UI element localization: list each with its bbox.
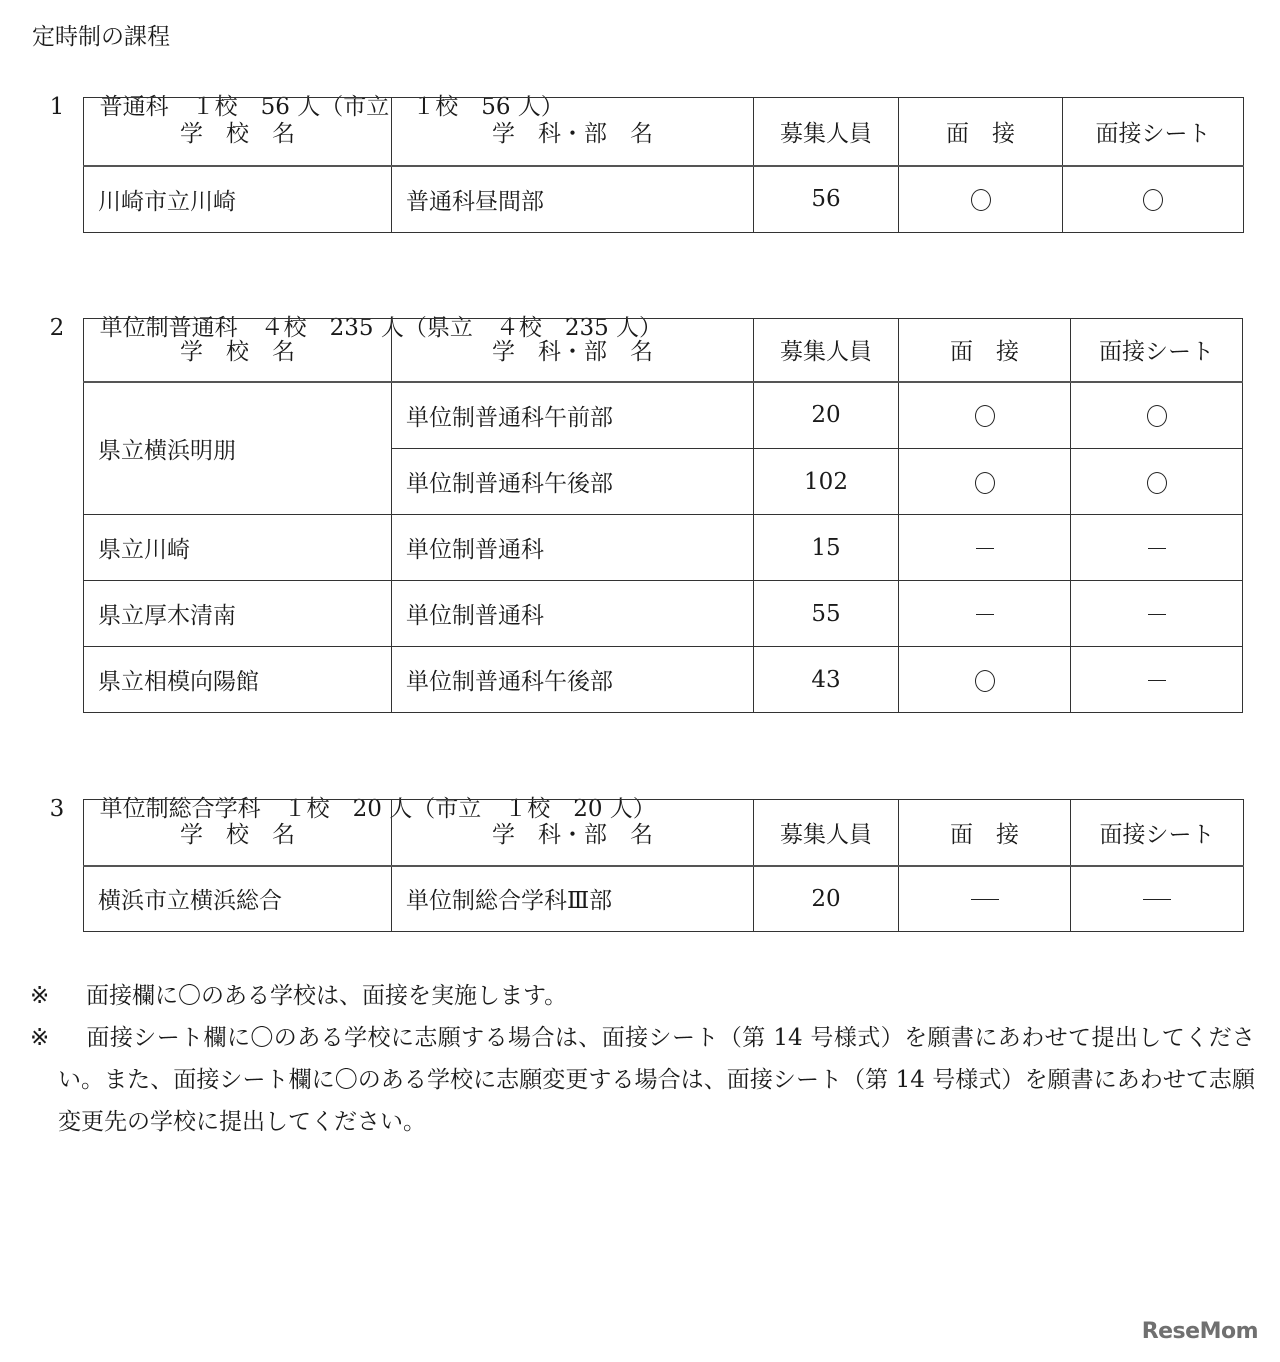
table-row <box>84 166 1244 233</box>
header-department: 学 科・部 名 <box>392 319 754 382</box>
school-name: 県立厚木清南 <box>84 581 392 647</box>
interview-sheet-mark <box>1071 866 1244 932</box>
reference-mark: ※ <box>30 1025 50 1051</box>
note-text: 面接シート欄に〇のある学校に志願する場合は、面接シート（第 14 号様式）を願書にあわせて提出してください。また、面接シート欄に〇のある学校に志願変更する場合は、面接シート（第 14 号様式）を願書にあわせて志願変更先の学校に提出してください。 <box>58 1025 1255 1135</box>
capacity-value: 56 <box>754 166 899 233</box>
section-3-table <box>83 799 1244 932</box>
reference-mark: ※ <box>30 983 50 1009</box>
circle-icon <box>1147 405 1167 427</box>
table-header-row <box>84 98 1244 166</box>
header-department: 学 科・部 名 <box>392 800 754 866</box>
table-row <box>84 581 1243 647</box>
capacity-value: 20 <box>754 382 899 449</box>
header-school: 学 校 名 <box>84 98 392 166</box>
capacity-value: 43 <box>754 647 899 713</box>
header-school: 学 校 名 <box>84 800 392 866</box>
interview-sheet-mark <box>1071 515 1243 581</box>
department-name: 単位制普通科 <box>392 581 754 647</box>
header-department: 学 科・部 名 <box>392 98 754 166</box>
header-capacity: 募集人員 <box>754 319 899 382</box>
department-name: 単位制総合学科Ⅲ部 <box>392 866 754 932</box>
capacity-value: 15 <box>754 515 899 581</box>
dash-icon <box>1148 614 1166 615</box>
header-interview-sheet: 面接シート <box>1071 800 1244 866</box>
school-name: 県立川崎 <box>84 515 392 581</box>
circle-icon <box>971 189 991 211</box>
capacity-value: 55 <box>754 581 899 647</box>
school-name: 横浜市立横浜総合 <box>84 866 392 932</box>
header-interview: 面 接 <box>899 98 1063 166</box>
interview-mark <box>899 515 1071 581</box>
section-heading-text: 普通科 １校 56 人（市立 １校 56 人） <box>99 94 564 120</box>
circle-icon <box>1143 189 1163 211</box>
watermark-text: ReseMom <box>1141 1319 1258 1344</box>
dash-icon <box>976 614 994 615</box>
resemom-logo <box>1142 1319 1258 1344</box>
section-2-table <box>83 318 1243 713</box>
interview-mark <box>899 449 1071 515</box>
header-interview: 面 接 <box>899 319 1071 382</box>
long-dash-icon <box>971 899 999 900</box>
section-number: 2 <box>49 315 65 341</box>
section-heading-text: 単位制総合学科 １校 20 人（市立 １校 20 人） <box>99 796 656 822</box>
note-2 <box>30 1017 1255 1143</box>
interview-sheet-mark <box>1063 166 1244 233</box>
school-name: 県立横浜明朋 <box>84 382 392 515</box>
table-row <box>84 515 1243 581</box>
capacity-value: 20 <box>754 866 899 932</box>
school-name: 川崎市立川崎 <box>84 166 392 233</box>
dash-icon <box>976 548 994 549</box>
interview-mark <box>899 866 1071 932</box>
header-capacity: 募集人員 <box>754 800 899 866</box>
table-row <box>84 647 1243 713</box>
header-interview-sheet: 面接シート <box>1071 319 1243 382</box>
circle-icon <box>975 472 995 494</box>
circle-icon <box>1147 472 1167 494</box>
interview-mark <box>899 647 1071 713</box>
interview-mark <box>899 166 1063 233</box>
section-number: 1 <box>49 94 65 120</box>
dash-icon <box>1148 680 1166 681</box>
header-capacity: 募集人員 <box>754 98 899 166</box>
table-header-row <box>84 800 1244 866</box>
interview-sheet-mark <box>1071 382 1243 449</box>
department-name: 単位制普通科午後部 <box>392 647 754 713</box>
circle-icon <box>975 405 995 427</box>
dash-icon <box>1148 548 1166 549</box>
interview-mark <box>899 382 1071 449</box>
capacity-value: 102 <box>754 449 899 515</box>
department-name: 普通科昼間部 <box>392 166 754 233</box>
header-interview: 面 接 <box>899 800 1071 866</box>
note-text: 面接欄に〇のある学校は、面接を実施します。 <box>86 983 568 1009</box>
long-dash-icon <box>1143 899 1171 900</box>
table-header-row <box>84 319 1243 382</box>
section-number: 3 <box>49 796 65 822</box>
department-name: 単位制普通科午前部 <box>392 382 754 449</box>
interview-mark <box>899 581 1071 647</box>
note-1 <box>30 975 1255 1017</box>
document-title: 定時制の課程 <box>32 24 170 50</box>
department-name: 単位制普通科 <box>392 515 754 581</box>
header-interview-sheet: 面接シート <box>1063 98 1244 166</box>
circle-icon <box>975 670 995 692</box>
header-school: 学 校 名 <box>84 319 392 382</box>
table-row <box>84 382 1243 449</box>
department-name: 単位制普通科午後部 <box>392 449 754 515</box>
section-1-table <box>83 97 1244 233</box>
interview-sheet-mark <box>1071 449 1243 515</box>
interview-sheet-mark <box>1071 581 1243 647</box>
interview-sheet-mark <box>1071 647 1243 713</box>
section-heading-text: 単位制普通科 ４校 235 人（県立 ４校 235 人） <box>99 315 663 341</box>
school-name: 県立相模向陽館 <box>84 647 392 713</box>
table-row <box>84 866 1244 932</box>
